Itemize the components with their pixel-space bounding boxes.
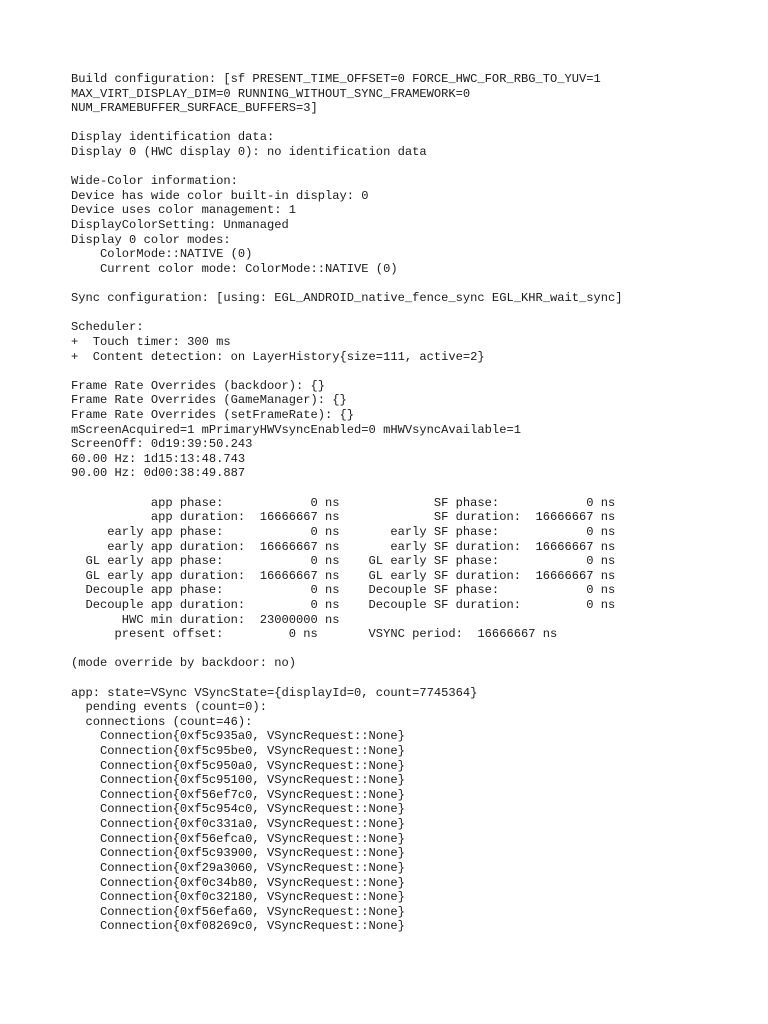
dumpsys-text-document [71, 72, 761, 934]
text-line: HWC min duration: 23000000 ns [71, 612, 340, 627]
text-line: Connection{0xf0c331a0, VSyncRequest::None} [71, 817, 405, 832]
blank-line [71, 116, 761, 131]
text-line: present offset: 0 ns VSYNC period: 16666667 ns [71, 627, 558, 642]
text-line: connections (count=46): [71, 714, 253, 729]
text-line: + Touch timer: 300 ms [71, 334, 231, 349]
blank-line [71, 364, 761, 379]
text-line: app: state=VSync VSyncState={displayId=0, count=7745364} [71, 685, 478, 700]
text-line: early app duration: 16666667 ns early SF duration: 16666667 ns [71, 539, 616, 554]
text-line: Display identification data: [71, 130, 275, 145]
text-line: mScreenAcquired=1 mPrimaryHWVsyncEnabled=0 mHWVsyncAvailable=1 [71, 422, 521, 437]
text-line: Connection{0xf56ef7c0, VSyncRequest::None} [71, 787, 405, 802]
text-line: Connection{0xf5c935a0, VSyncRequest::None} [71, 729, 405, 744]
text-line: Current color mode: ColorMode::NATIVE (0) [71, 261, 398, 276]
text-line: Frame Rate Overrides (backdoor): {} [71, 378, 326, 393]
blank-line [71, 306, 761, 321]
text-line: Connection{0xf5c95be0, VSyncRequest::None} [71, 744, 405, 759]
text-line: DisplayColorSetting: Unmanaged [71, 218, 289, 233]
text-line: + Content detection: on LayerHistory{size=111, active=2} [71, 349, 485, 364]
text-line: pending events (count=0): [71, 700, 267, 715]
text-line: Frame Rate Overrides (GameManager): {} [71, 393, 347, 408]
text-line: app phase: 0 ns SF phase: 0 ns [71, 495, 616, 510]
blank-line [71, 642, 761, 657]
text-line: 60.00 Hz: 1d15:13:48.743 [71, 451, 246, 466]
text-line: NUM_FRAMEBUFFER_SURFACE_BUFFERS=3] [71, 101, 318, 116]
blank-line [71, 481, 761, 496]
text-line: Connection{0xf0c32180, VSyncRequest::None} [71, 890, 405, 905]
text-line: Connection{0xf08269c0, VSyncRequest::None} [71, 919, 405, 934]
text-line: (mode override by backdoor: no) [71, 656, 296, 671]
text-line: Connection{0xf5c954c0, VSyncRequest::None} [71, 802, 405, 817]
text-line: Decouple app duration: 0 ns Decouple SF duration: 0 ns [71, 597, 616, 612]
text-line: GL early app phase: 0 ns GL early SF phase: 0 ns [71, 554, 616, 569]
text-line: Display 0 color modes: [71, 232, 231, 247]
text-line: ColorMode::NATIVE (0) [71, 247, 253, 262]
text-line: Connection{0xf56efa60, VSyncRequest::None} [71, 904, 405, 919]
text-line: early app phase: 0 ns early SF phase: 0 ns [71, 524, 616, 539]
text-line: Display 0 (HWC display 0): no identification data [71, 145, 427, 160]
text-line: MAX_VIRT_DISPLAY_DIM=0 RUNNING_WITHOUT_SYNC_FRAMEWORK=0 [71, 86, 471, 101]
text-line: 90.00 Hz: 0d00:38:49.887 [71, 466, 246, 481]
text-line: app duration: 16666667 ns SF duration: 16666667 ns [71, 510, 616, 525]
text-line: Sync configuration: [using: EGL_ANDROID_native_fence_sync EGL_KHR_wait_sync] [71, 291, 623, 306]
blank-line [71, 277, 761, 292]
blank-line [71, 671, 761, 686]
text-line: Device uses color management: 1 [71, 203, 296, 218]
text-line: ScreenOff: 0d19:39:50.243 [71, 437, 253, 452]
text-line: Connection{0xf5c950a0, VSyncRequest::None} [71, 758, 405, 773]
text-line: Wide-Color information: [71, 174, 238, 189]
text-line: Device has wide color built-in display: 0 [71, 188, 369, 203]
text-line: Connection{0xf56efca0, VSyncRequest::None} [71, 831, 405, 846]
text-line: Scheduler: [71, 320, 144, 335]
text-line: Frame Rate Overrides (setFrameRate): {} [71, 408, 355, 423]
text-line: Connection{0xf5c95100, VSyncRequest::None} [71, 773, 405, 788]
blank-line [71, 160, 761, 175]
text-line: Connection{0xf5c93900, VSyncRequest::None} [71, 846, 405, 861]
text-line: Build configuration: [sf PRESENT_TIME_OFFSET=0 FORCE_HWC_FOR_RBG_TO_YUV=1 [71, 72, 601, 86]
text-line: Decouple app phase: 0 ns Decouple SF phase: 0 ns [71, 583, 616, 598]
text-line: Connection{0xf0c34b80, VSyncRequest::None} [71, 875, 405, 890]
text-line: GL early app duration: 16666667 ns GL early SF duration: 16666667 ns [71, 568, 616, 583]
text-line: Connection{0xf29a3060, VSyncRequest::None} [71, 860, 405, 875]
